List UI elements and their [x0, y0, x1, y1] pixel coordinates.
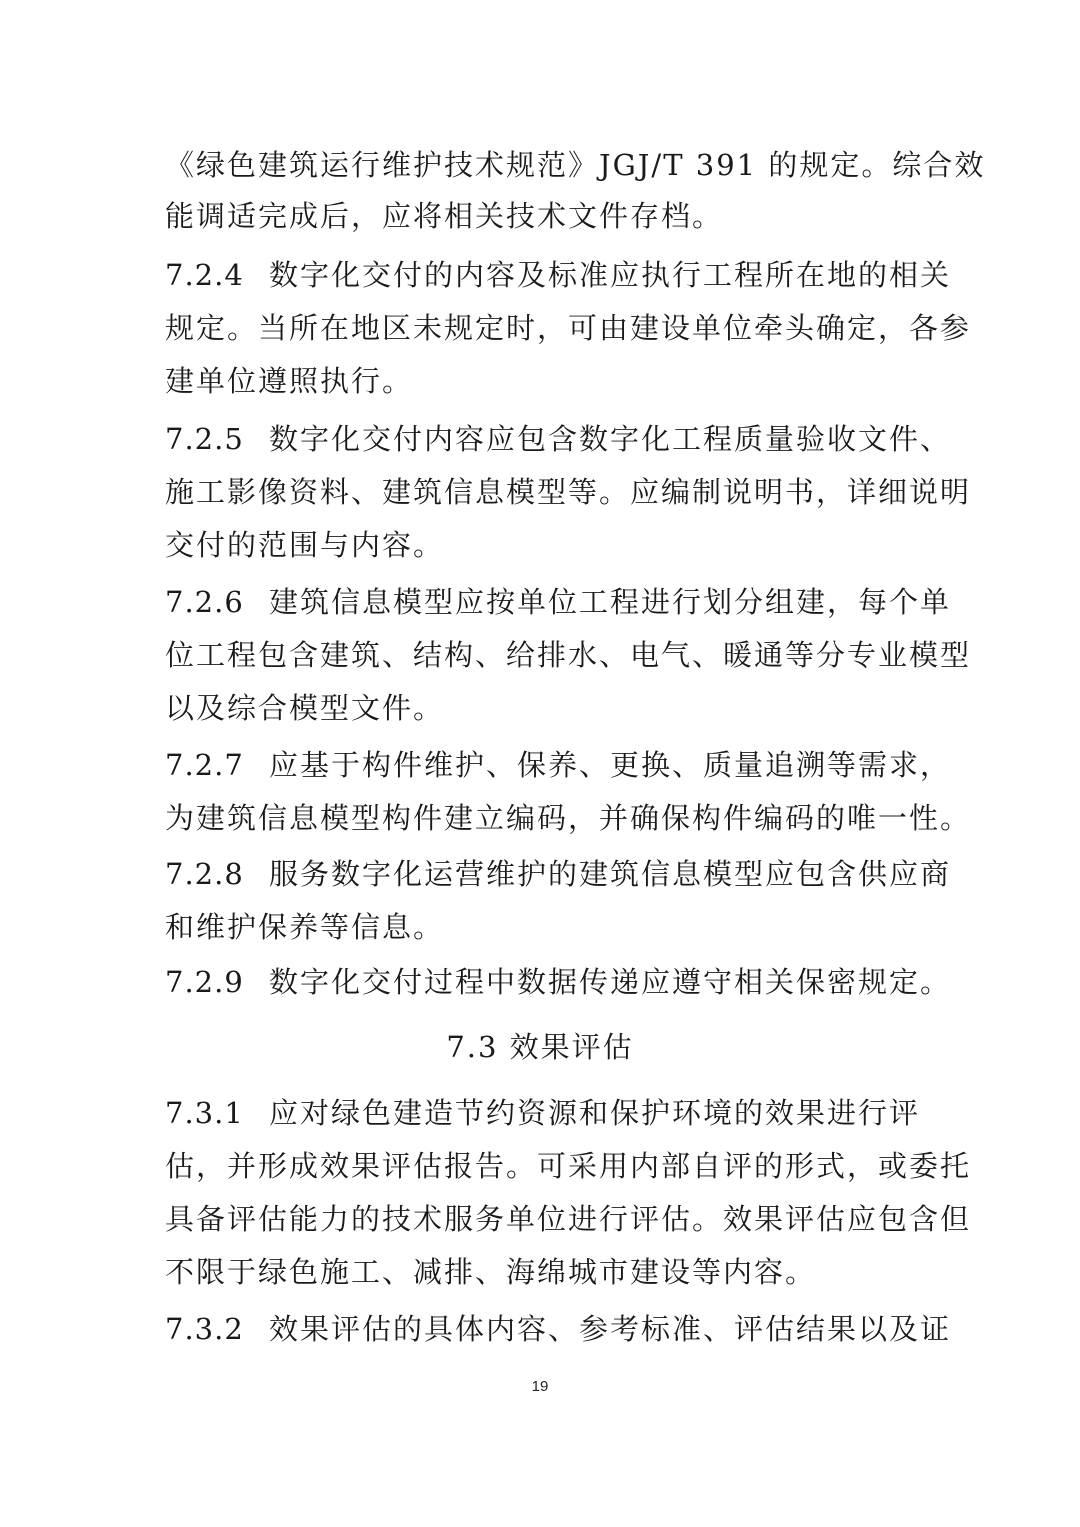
page-number: 19	[531, 1378, 549, 1395]
clause-7-2-8	[165, 854, 952, 894]
clause-text: 应对绿色建造节约资源和保护环境的效果进行评	[269, 1096, 921, 1130]
clause-7-3-2	[165, 1309, 952, 1349]
clause-7-2-9	[165, 962, 952, 1002]
paragraph-line: 规定。当所在地区未规定时，可由建设单位牵头确定，各参	[165, 311, 972, 345]
paragraph-line: 和维护保养等信息。	[165, 910, 445, 944]
paragraph-line: 位工程包含建筑、结构、给排水、电气、暖通等分专业模型	[165, 638, 972, 672]
clause-text: 数字化交付的内容及标准应执行工程所在地的相关	[269, 258, 952, 292]
paragraph-line: 建单位遵照执行。	[165, 364, 414, 398]
clause-text: 建筑信息模型应按单位工程进行划分组建，每个单	[269, 585, 952, 619]
paragraph-line: 交付的范围与内容。	[165, 528, 445, 562]
section-heading: 7.3 效果评估	[446, 1030, 634, 1064]
clause-7-3-1	[165, 1093, 925, 1133]
paragraph-line: 为建筑信息模型构件建立编码，并确保构件编码的唯一性。	[165, 801, 972, 835]
clause-number: 7.2.7	[165, 748, 244, 782]
clause-number: 7.2.5	[165, 422, 244, 456]
clause-number: 7.2.8	[165, 857, 244, 891]
clause-text: 数字化交付过程中数据传递应遵守相关保密规定。	[269, 965, 952, 999]
clause-7-2-5	[165, 419, 952, 459]
clause-7-2-4	[165, 255, 952, 295]
paragraph-line: 施工影像资料、建筑信息模型等。应编制说明书，详细说明	[165, 475, 972, 509]
clause-text: 应基于构件维护、保养、更换、质量追溯等需求，	[269, 748, 952, 782]
clause-number: 7.3.1	[165, 1096, 244, 1130]
clause-7-2-7	[165, 745, 952, 785]
clause-text: 服务数字化运营维护的建筑信息模型应包含供应商	[269, 857, 952, 891]
paragraph-line: 不限于绿色施工、减排、海绵城市建设等内容。	[165, 1255, 817, 1289]
paragraph-line: 具备评估能力的技术服务单位进行评估。效果评估应包含但	[165, 1202, 972, 1236]
clause-number: 7.2.9	[165, 965, 244, 999]
clause-7-2-6	[165, 582, 952, 622]
paragraph-line: 《绿色建筑运行维护技术规范》JGJ/T 391 的规定。综合效	[165, 148, 986, 182]
clause-number: 7.3.2	[165, 1312, 244, 1346]
clause-number: 7.2.4	[165, 258, 244, 292]
paragraph-line: 估，并形成效果评估报告。可采用内部自评的形式，或委托	[165, 1149, 972, 1183]
clause-number: 7.2.6	[165, 585, 244, 619]
paragraph-line: 能调适完成后，应将相关技术文件存档。	[165, 199, 724, 233]
paragraph-line: 以及综合模型文件。	[165, 691, 445, 725]
clause-text: 效果评估的具体内容、参考标准、评估结果以及证	[269, 1312, 952, 1346]
clause-text: 数字化交付内容应包含数字化工程质量验收文件、	[269, 422, 952, 456]
